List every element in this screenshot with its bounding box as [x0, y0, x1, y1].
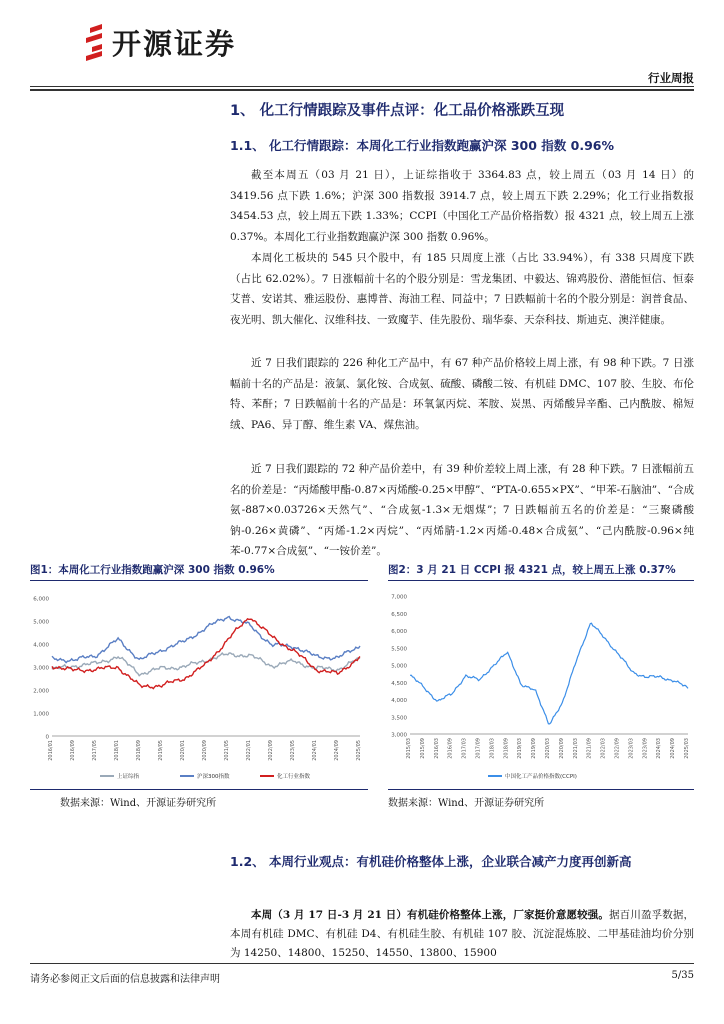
paragraph-stocks: 本周化工板块的 545 只个股中，有 185 只周度上涨（占比 33.94%），有 338 只周度下跌（占比 62.02%）。7 日涨幅前十名的个股分别是：雪龙集团、中毅达、锦鸡股份、潜能恒信、恒泰艾普、安诺其、雅运股份、惠博普、海油工程、同益中；7 日跌幅前十名的个股分别是：润普食品、夜光明、凯大催化、汉维科技、一致魔芋、佳先股份、瑞华泰、天奈科技、斯迪克、澳洋健康。	[230, 252, 694, 326]
figure1-chart	[30, 588, 368, 786]
y-tick-label: 0	[45, 734, 49, 741]
x-tick-label: 2018/09	[503, 738, 510, 759]
paragraph-market: 截至本周五（03 月 21 日），上证综指收于 3364.83 点，较上周五（03 月 14 日）的 3419.56 点下跌 1.6%；沪深 300 指数报 3914.7 点，较上周五下跌 2.29%；化工行业指数报 3454.53 点，较上周五下跌 1.33%；CCPI（中国化工产品价格指数）报 4321 点，较上周五上涨 0.37%。本周化工行业指数跑赢沪深 300 指数 0.96%。	[230, 169, 694, 243]
x-tick-label: 2022/03	[600, 738, 607, 759]
section-title: 1、 化工行情跟踪及事件点评：化工品价格涨跌互现	[230, 103, 565, 119]
figure2-bottom-rule	[388, 789, 694, 790]
y-tick-label: 6,000	[391, 629, 407, 635]
x-tick-label: 2020/03	[545, 738, 551, 759]
y-tick-label: 7,000	[391, 594, 407, 601]
y-tick-label: 3,500	[391, 715, 407, 722]
x-tick-label: 2019/03	[517, 738, 524, 759]
y-tick-label: 5,000	[33, 619, 49, 626]
legend-label: 中国化工产品价格指数(CCPI)	[505, 774, 577, 780]
paragraph-lead: 本周（3 月 17 日-3 月 21 日）有机硅价格整体上涨，厂家挺价意愿较强。	[251, 909, 610, 921]
figure2-chart	[388, 588, 694, 786]
footer-disclaimer: 请务必参阅正文后面的信息披露和法律声明	[30, 974, 220, 985]
paragraph-silicone	[230, 906, 694, 963]
legend-label: 化工行业指数	[277, 774, 311, 780]
x-tick-label: 2021/09	[586, 738, 593, 759]
page-number: 5/35	[671, 970, 694, 981]
figure2-source: 数据来源：Wind、开源证券研究所	[388, 798, 545, 809]
figure1-caption: 图1：本周化工行业指数跑赢沪深 300 指数 0.96%	[30, 564, 275, 576]
paragraph-rest: 据百川盈孚数据，本周有机硅 DMC、有机硅 D4、有机硅生胶、有机硅 107 胶、沉淀混炼胶、二甲基硅油均价分别为 14250、14800、15250、14550、13800、15900	[230, 909, 694, 959]
x-tick-label: 2017/09	[475, 738, 482, 759]
x-tick-label: 2016/01	[48, 740, 54, 761]
y-tick-label: 6,500	[391, 611, 407, 618]
series-line	[52, 653, 360, 676]
company-logo	[84, 20, 114, 64]
y-tick-label: 5,000	[391, 663, 407, 670]
x-tick-label: 2025/05	[356, 740, 362, 761]
header-divider	[30, 86, 694, 87]
y-tick-label: 5,500	[391, 646, 407, 653]
report-type: 行业周报	[648, 71, 694, 85]
x-tick-label: 2024/01	[312, 740, 318, 761]
y-tick-label: 6,000	[33, 596, 49, 603]
figure1-bottom-rule	[30, 789, 368, 790]
legend-label: 上证综指	[117, 774, 140, 780]
x-tick-label: 2018/09	[136, 740, 142, 761]
subsection-title: 1.1、 化工行情跟踪：本周化工行业指数跑赢沪深 300 指数 0.96%	[230, 138, 615, 153]
x-tick-label: 2015/03	[406, 738, 412, 759]
x-tick-label: 2016/09	[447, 738, 454, 759]
x-tick-label: 2016/03	[433, 738, 440, 759]
subsection-title-2: 1.2、 本周行业观点：有机硅价格整体上涨，企业联合减产力度再创新高	[230, 854, 632, 869]
x-tick-label: 2017/03	[461, 738, 468, 759]
figure1-top-rule	[30, 580, 368, 581]
figure2-caption: 图2：3 月 21 日 CCPI 报 4321 点，较上周五上涨 0.37%	[388, 564, 676, 576]
x-tick-label: 2024/03	[656, 738, 663, 759]
y-tick-label: 3,000	[391, 732, 407, 739]
y-tick-label: 3,000	[33, 665, 49, 672]
x-tick-label: 2022/09	[614, 738, 621, 759]
legend-label: 沪深300指数	[197, 774, 230, 780]
x-tick-label: 2023/03	[628, 738, 635, 759]
x-tick-label: 2016/09	[70, 740, 76, 761]
x-tick-label: 2020/09	[558, 738, 565, 759]
x-tick-label: 2018/01	[114, 740, 120, 761]
series-line	[52, 617, 360, 663]
x-tick-label: 2021/05	[224, 740, 230, 761]
y-tick-label: 4,000	[33, 642, 49, 649]
paragraph-products: 近 7 日我们跟踪的 226 种化工产品中，有 67 种产品价格较上周上涨，有 98 种下跌。7 日涨幅前十名的产品是：液氯、氯化铵、合成氨、硫酸、磷酸二铵、有机硅 DMC、107 胶、生胶、布伦特、苯酐；7 日跌幅前十名的产品是：环氧氯丙烷、苯胺、炭黑、丙烯酸异辛酯、己内酰胺、棉短绒、PA6、异丁醇、维生素 VA、煤焦油。	[230, 357, 694, 431]
y-tick-label: 1,000	[33, 711, 49, 718]
x-tick-label: 2020/01	[180, 740, 186, 761]
x-tick-label: 2024/09	[670, 738, 677, 759]
header-divider-thick	[30, 89, 694, 91]
x-tick-label: 2021/03	[572, 738, 579, 759]
x-tick-label: 2015/09	[419, 738, 426, 759]
x-tick-label: 2017/05	[92, 740, 98, 761]
y-tick-label: 2,000	[33, 688, 49, 695]
brand-name: 开源证券	[112, 27, 237, 61]
x-tick-label: 2019/05	[158, 740, 164, 761]
series-line	[410, 623, 688, 724]
x-tick-label: 2019/09	[531, 738, 538, 759]
x-tick-label: 2024/09	[334, 740, 340, 761]
x-tick-label: 2025/03	[684, 738, 690, 759]
figure2-top-rule	[388, 580, 694, 581]
x-tick-label: 2020/09	[202, 740, 208, 761]
x-tick-label: 2018/03	[489, 738, 496, 759]
x-tick-label: 2023/05	[290, 740, 296, 761]
figure1-source: 数据来源：Wind、开源证券研究所	[60, 798, 217, 809]
paragraph-spreads: 近 7 日我们跟踪的 72 种产品价差中，有 39 种价差较上周上涨，有 28 种下跌。7 日涨幅前五名的价差是：“丙烯酸甲酯-0.87×丙烯酸-0.25×甲醇”、“PTA-0.655×PX”、“甲苯-石脑油”、“合成氨-887×0.03726×天然气”、“合成氨-1.3×无烟煤”；7 日跌幅前五名的价差是：“三聚磷酸钠-0.26×黄磷”、“丙烯-1.2×丙烷”、“丙烯腈-1.2×丙烯-0.48×合成氨”、“己内酰胺-0.96×纯苯-0.77×合成氨”、“一铵价差”。	[230, 463, 694, 557]
y-tick-label: 4,000	[391, 698, 407, 704]
x-tick-label: 2022/01	[246, 740, 252, 761]
x-tick-label: 2023/09	[642, 738, 649, 759]
y-tick-label: 4,500	[391, 680, 407, 687]
footer-divider	[30, 963, 694, 964]
x-tick-label: 2022/09	[268, 740, 274, 761]
